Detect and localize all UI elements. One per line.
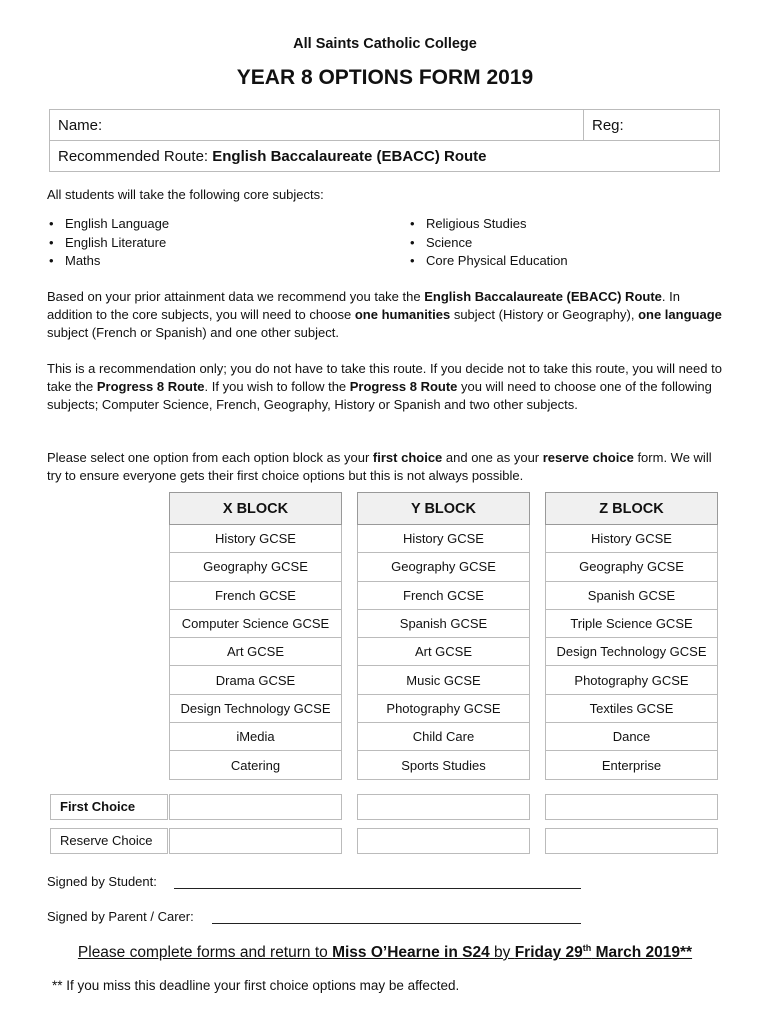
- x-block-table: [169, 492, 342, 780]
- x-block-option[interactable]: Design Technology GCSE: [170, 694, 342, 722]
- route-value: English Baccalaureate (EBACC) Route: [212, 147, 487, 165]
- core-intro: All students will take the following core subjects:: [47, 187, 324, 202]
- z-block-title: Z BLOCK: [546, 493, 718, 525]
- x-block-option[interactable]: Geography GCSE: [170, 553, 342, 581]
- x-block-title: X BLOCK: [170, 493, 342, 525]
- x-block-option[interactable]: Catering: [170, 751, 342, 779]
- y-block-option[interactable]: French GCSE: [358, 581, 530, 609]
- z-block-option[interactable]: Enterprise: [546, 751, 718, 779]
- core-subject: • English Language: [47, 215, 169, 234]
- core-subject: • Core Physical Education: [408, 252, 568, 271]
- core-subject: • English Literature: [47, 234, 169, 253]
- x-block-option[interactable]: Drama GCSE: [170, 666, 342, 694]
- core-list-right: [408, 215, 568, 271]
- reserve-choice-y-box[interactable]: [357, 828, 530, 854]
- parent-signature-line[interactable]: [212, 923, 581, 924]
- route-row: [50, 141, 720, 172]
- x-block-option[interactable]: iMedia: [170, 723, 342, 751]
- reg-field[interactable]: [584, 110, 720, 141]
- y-block-option[interactable]: History GCSE: [358, 525, 530, 553]
- return-instructions: Please complete forms and return to Miss O’Hearne in S24 by Friday 29th March 2019**: [77, 943, 693, 962]
- school-name: All Saints Catholic College: [293, 36, 477, 52]
- reserve-choice-z-box[interactable]: [545, 828, 718, 854]
- z-block-option[interactable]: History GCSE: [546, 525, 718, 553]
- student-info-table: [49, 109, 720, 172]
- y-block-option[interactable]: Geography GCSE: [358, 553, 530, 581]
- core-list-left: [47, 215, 169, 271]
- y-block-option[interactable]: Child Care: [358, 723, 530, 751]
- parent-signature-label: Signed by Parent / Carer:: [47, 909, 194, 924]
- core-subject: • Maths: [47, 252, 169, 271]
- x-block-option[interactable]: Computer Science GCSE: [170, 609, 342, 637]
- reserve-choice-x-box[interactable]: [169, 828, 342, 854]
- first-choice-label: First Choice: [50, 794, 168, 820]
- z-block-option[interactable]: Triple Science GCSE: [546, 609, 718, 637]
- name-label: Name:: [58, 116, 103, 134]
- name-field[interactable]: [50, 110, 584, 141]
- x-block-option[interactable]: Art GCSE: [170, 638, 342, 666]
- route-label: Recommended Route:: [58, 147, 209, 165]
- instructions-paragraph: Please select one option from each option block as your first choice and one as your reserve choice form. We will try to ensure everyone gets their first choice options but this is not always possible.: [47, 450, 712, 483]
- recommendation-paragraph: Based on your prior attainment data we recommend you take the English Baccalaureate (EBACC) Route. In addition to the core subjects, you will need to choose one humanities subject (History or Geography), one language subject (French or Spanish) and one other subject.: [47, 289, 722, 340]
- x-block-option[interactable]: French GCSE: [170, 581, 342, 609]
- core-subject: • Science: [408, 234, 568, 253]
- deadline-note: ** If you miss this deadline your first choice options may be affected.: [52, 978, 460, 993]
- y-block-option[interactable]: Spanish GCSE: [358, 609, 530, 637]
- core-subject: • Religious Studies: [408, 215, 568, 234]
- z-block-option[interactable]: Photography GCSE: [546, 666, 718, 694]
- y-block-table: [357, 492, 530, 780]
- y-block-option[interactable]: Art GCSE: [358, 638, 530, 666]
- first-choice-y-box[interactable]: [357, 794, 530, 820]
- student-signature-label: Signed by Student:: [47, 874, 157, 889]
- z-block-option[interactable]: Dance: [546, 723, 718, 751]
- z-block-table: [545, 492, 718, 780]
- reg-label: Reg:: [592, 116, 624, 134]
- x-block-option[interactable]: History GCSE: [170, 525, 342, 553]
- y-block-option[interactable]: Sports Studies: [358, 751, 530, 779]
- y-block-option[interactable]: Photography GCSE: [358, 694, 530, 722]
- first-choice-x-box[interactable]: [169, 794, 342, 820]
- form-title: YEAR 8 OPTIONS FORM 2019: [236, 66, 534, 89]
- z-block-option[interactable]: Spanish GCSE: [546, 581, 718, 609]
- first-choice-z-box[interactable]: [545, 794, 718, 820]
- z-block-option[interactable]: Geography GCSE: [546, 553, 718, 581]
- progress8-paragraph: This is a recommendation only; you do not have to take this route. If you decide not to take this route, you will need to take the Progress 8 Route. If you wish to follow the Progress 8 Route you will need to choose one of the following subjects; Computer Science, French, Geography, History or Spanish and two other subjects.: [47, 361, 722, 412]
- reserve-choice-label: Reserve Choice: [50, 828, 168, 854]
- y-block-title: Y BLOCK: [358, 493, 530, 525]
- y-block-option[interactable]: Music GCSE: [358, 666, 530, 694]
- z-block-option[interactable]: Design Technology GCSE: [546, 638, 718, 666]
- z-block-option[interactable]: Textiles GCSE: [546, 694, 718, 722]
- student-signature-line[interactable]: [174, 888, 581, 889]
